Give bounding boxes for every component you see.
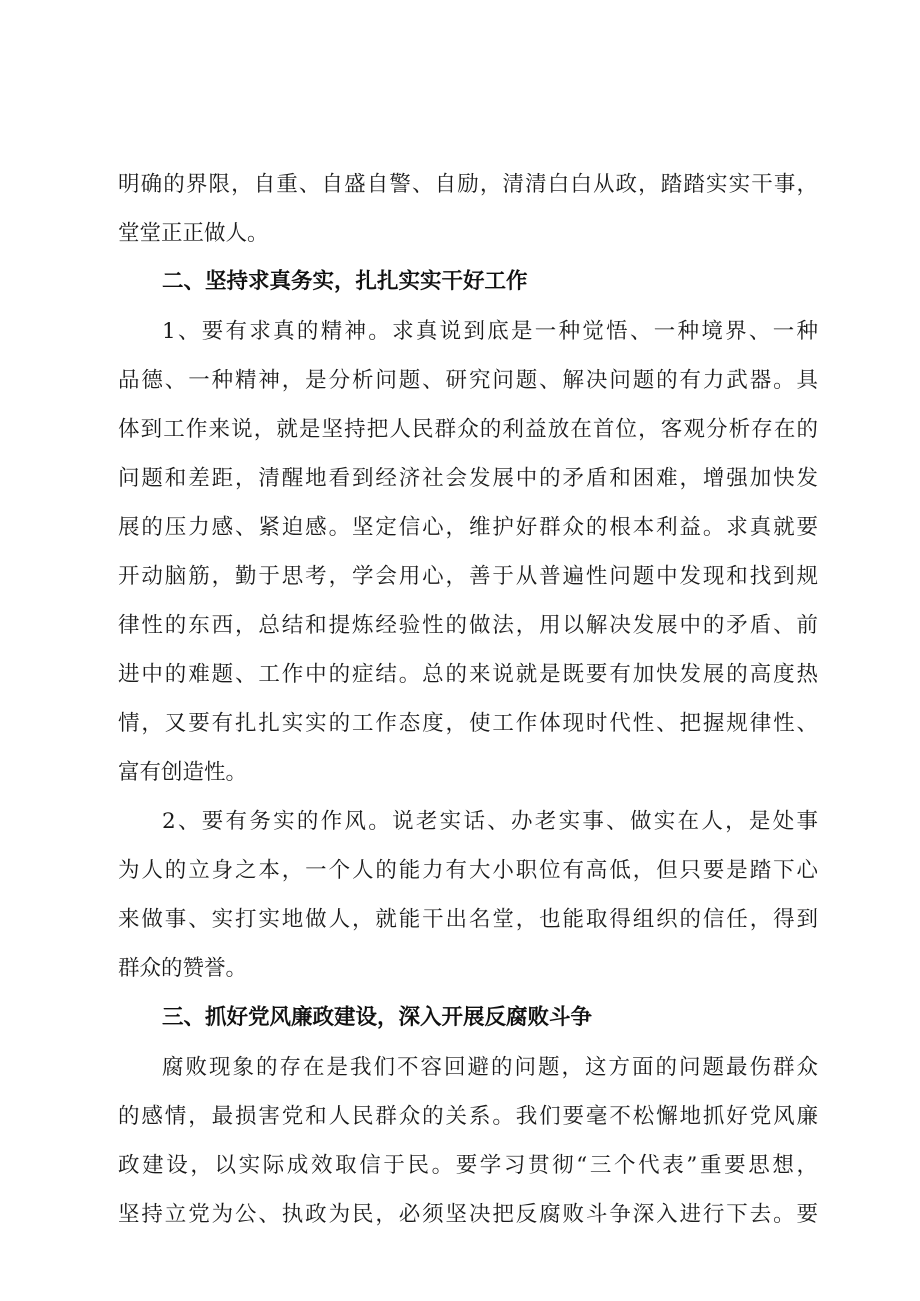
body-text-line: 2、要有务实的作风。说老实话、办老实事、做实在人，是处事 [162,809,818,834]
body-text-line: 律性的东西，总结和提炼经验性的做法，用以解决发展中的矛盾、前 [118,613,818,638]
body-text-line: 腐败现象的存在是我们不容回避的问题，这方面的问题最伤群众 [162,1055,818,1080]
body-text-line: 坚持立党为公、执政为民，必须坚决把反腐败斗争深入进行下去。要 [118,1202,818,1227]
body-text-line: 的感情，最损害党和人民群众的关系。我们要毫不松懈地抓好党风廉 [118,1104,818,1129]
section-heading: 二、坚持求真务实，扎扎实实干好工作 [162,269,528,294]
body-text-line: 开动脑筋，勤于思考，学会用心，善于从普遍性问题中发现和找到规 [118,564,818,589]
body-text-line: 情，又要有扎扎实实的工作态度，使工作体现时代性、把握规律性、 [118,711,818,736]
body-text-line: 问题和差距，清醒地看到经济社会发展中的矛盾和困难，增强加快发 [118,466,818,491]
body-text-line: 明确的界限，自重、自盛自警、自励，清清白白从政，踏踏实实干事， [118,172,818,197]
body-text-line: 品德、一种精神，是分析问题、研究问题、解决问题的有力武器。具 [118,368,818,393]
body-text-line: 进中的难题、工作中的症结。总的来说就是既要有加快发展的高度热 [118,662,818,687]
body-text-line: 政建设，以实际成效取信于民。要学习贯彻“三个代表”重要思想， [118,1153,818,1178]
body-text-line: 1、要有求真的精神。求真说到底是一种觉悟、一种境界、一种 [162,319,818,344]
body-text-line: 展的压力感、紧迫感。坚定信心，维护好群众的根本利益。求真就要 [118,515,818,540]
body-text-line: 富有创造性。 [118,760,248,785]
body-text-line: 群众的赞誉。 [118,956,248,981]
body-text-line: 为人的立身之本，一个人的能力有大小职位有高低，但只要是踏下心 [118,858,818,883]
body-text-line: 体到工作来说，就是坚持把人民群众的利益放在首位，客观分析存在的 [118,417,818,442]
body-text-line: 来做事、实打实地做人，就能干出名堂，也能取得组织的信任，得到 [118,907,818,932]
section-heading: 三、抓好党风廉政建设，深入开展反腐败斗争 [162,1005,593,1030]
body-text-line: 堂堂正正做人。 [118,221,269,246]
